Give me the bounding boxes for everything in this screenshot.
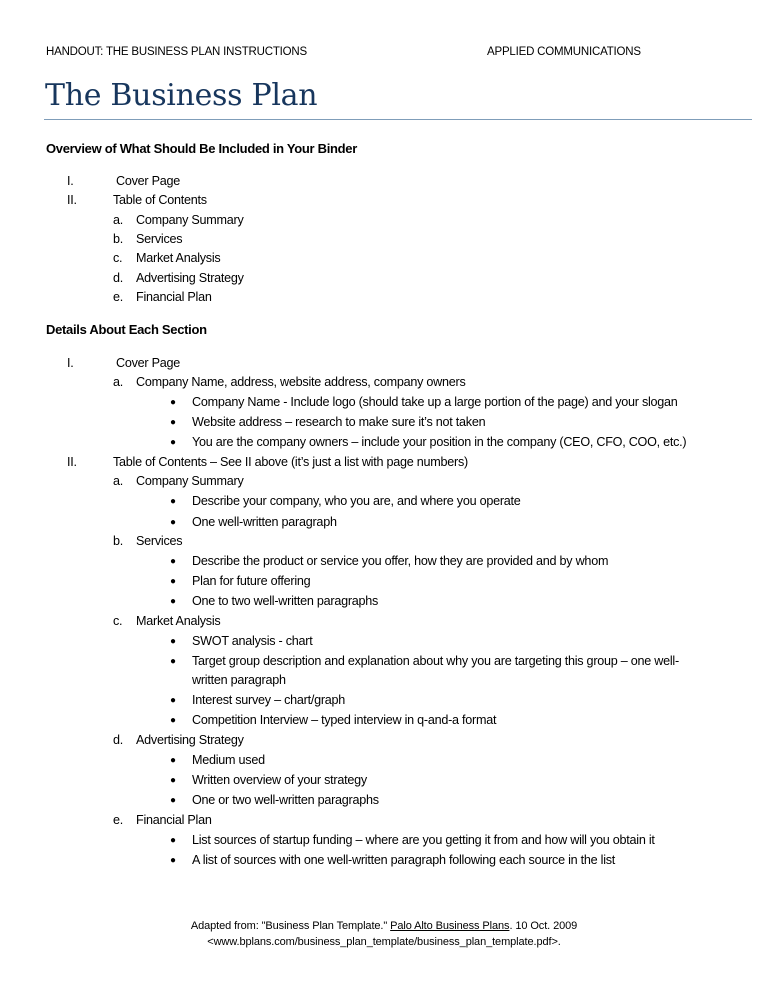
list-label: Market Analysis <box>136 251 221 265</box>
title-underline-divider <box>44 119 752 120</box>
list-label: Company Summary <box>136 474 244 488</box>
list-letter: b. <box>113 534 124 548</box>
list-letter: b. <box>113 232 124 246</box>
list-label: Financial Plan <box>136 813 212 827</box>
details-heading: Details About Each Section <box>46 322 207 337</box>
list-letter: a. <box>113 375 124 389</box>
bullet-icon: ● <box>170 795 176 806</box>
list-number: I. <box>67 174 74 188</box>
overview-heading: Overview of What Should Be Included in Your Binder <box>46 141 357 156</box>
bullet-icon: ● <box>170 715 176 726</box>
bullet-icon: ● <box>170 496 176 507</box>
list-label: Services <box>136 232 183 246</box>
list-label: Cover Page <box>116 174 181 188</box>
bullet-text: One well-written paragraph <box>192 515 337 529</box>
bullet-icon: ● <box>170 835 176 846</box>
list-letter: a. <box>113 474 124 488</box>
bullet-icon: ● <box>170 517 176 528</box>
list-letter: a. <box>113 213 124 227</box>
bullet-icon: ● <box>170 596 176 607</box>
bullet-text: Plan for future offering <box>192 574 311 588</box>
bullet-icon: ● <box>170 437 176 448</box>
list-label: Company Summary <box>136 213 244 227</box>
list-letter: c. <box>113 614 123 628</box>
bullet-text: One or two well-written paragraphs <box>192 793 379 807</box>
bullet-text: Interest survey – chart/graph <box>192 693 346 707</box>
bullet-icon: ● <box>170 417 176 428</box>
bullet-text: written paragraph <box>192 673 286 687</box>
bullet-icon: ● <box>170 695 176 706</box>
list-letter: d. <box>113 271 124 285</box>
bullet-text: Describe the product or service you offer, how they are provided and by whom <box>192 554 609 568</box>
bullet-icon: ● <box>170 397 176 408</box>
citation-line <box>0 920 768 932</box>
list-number: II. <box>67 193 77 207</box>
bullet-icon: ● <box>170 636 176 647</box>
bullet-text: Medium used <box>192 753 265 767</box>
citation-prefix: Adapted from: "Business Plan Template." <box>190 920 391 932</box>
bullet-text: Website address – research to make sure it’s not taken <box>192 415 486 429</box>
list-number: II. <box>67 455 77 469</box>
bullet-text: Competition Interview – typed interview in q-and-a format <box>192 713 497 727</box>
bullet-icon: ● <box>170 556 176 567</box>
list-label: Table of Contents – See II above (it’s just a list with page numbers) <box>113 455 468 469</box>
list-letter: e. <box>113 290 124 304</box>
list-number: I. <box>67 356 74 370</box>
list-label: Advertising Strategy <box>136 733 244 747</box>
bullet-text: SWOT analysis - chart <box>192 634 313 648</box>
bullet-icon: ● <box>170 755 176 766</box>
bullet-text: List sources of startup funding – where are you getting it from and how will you obtain it <box>192 833 655 847</box>
citation-source: Palo Alto Business Plans <box>390 920 510 932</box>
list-label: Company Name, address, website address, company owners <box>136 375 466 389</box>
bullet-icon: ● <box>170 855 176 866</box>
list-label: Advertising Strategy <box>136 271 244 285</box>
bullet-text: You are the company owners – include your position in the company (CEO, CFO, COO, etc.) <box>192 435 687 449</box>
list-label: Services <box>136 534 183 548</box>
citation-date: . 10 Oct. 2009 <box>509 920 578 932</box>
bullet-icon: ● <box>170 576 176 587</box>
header-left: HANDOUT: THE BUSINESS PLAN INSTRUCTIONS <box>46 46 308 58</box>
header-right: APPLIED COMMUNICATIONS <box>487 46 641 58</box>
bullet-icon: ● <box>170 775 176 786</box>
page-title: The Business Plan <box>45 78 318 113</box>
list-label: Cover Page <box>116 356 181 370</box>
bullet-text: Written overview of your strategy <box>192 773 367 787</box>
list-letter: e. <box>113 813 124 827</box>
bullet-text: A list of sources with one well-written paragraph following each source in the list <box>192 853 616 867</box>
list-label: Financial Plan <box>136 290 212 304</box>
list-label: Table of Contents <box>113 193 207 207</box>
citation-url: <www.bplans.com/business_plan_template/business_plan_template.pdf>. <box>207 936 561 948</box>
bullet-text: One to two well-written paragraphs <box>192 594 379 608</box>
bullet-icon: ● <box>170 656 176 667</box>
list-letter: c. <box>113 251 123 265</box>
list-label: Market Analysis <box>136 614 221 628</box>
bullet-text: Target group description and explanation about why you are targeting this group – one well- <box>192 654 679 668</box>
bullet-text: Describe your company, who you are, and where you operate <box>192 494 521 508</box>
list-letter: d. <box>113 733 124 747</box>
bullet-text: Company Name - Include logo (should take up a large portion of the page) and your slogan <box>192 395 678 409</box>
